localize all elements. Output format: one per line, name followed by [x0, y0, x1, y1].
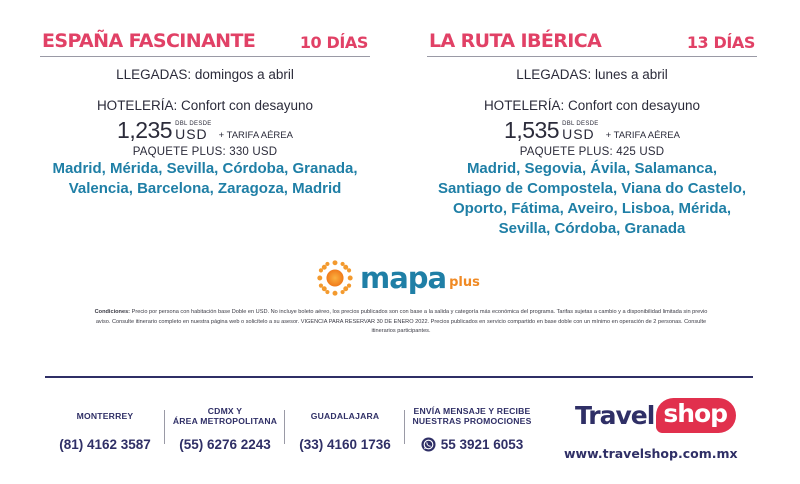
package-title: ESPAÑA FASCINANTE [42, 30, 256, 52]
contact-phone[interactable] [179, 437, 271, 452]
package-price-row [40, 117, 370, 144]
contact-label [173, 402, 277, 430]
phone-number[interactable]: (33) 4160 1736 [299, 437, 391, 452]
contact-label-line: ÁREA METROPOLITANA [172, 416, 278, 426]
contact-guadalajara [285, 402, 405, 452]
cities-line: Sevilla, Córdoba, Granada [498, 220, 686, 237]
package-plus-price: PAQUETE PLUS: 330 USD [132, 146, 278, 158]
package-hotel: HOTELERÍA: Confort con desayuno [96, 98, 314, 113]
contact-label-line: MONTERREY [76, 411, 134, 421]
package-price-row [427, 117, 757, 144]
mapa-wordmark: mapa [360, 261, 447, 295]
package-price: 1,535 [504, 117, 560, 143]
package-la-ruta-iberica [427, 30, 757, 239]
cities-line: Madrid, Segovia, Ávila, Salamanca, [466, 160, 718, 177]
package-cities [40, 159, 370, 199]
cities-line: Valencia, Barcelona, Zaragoza, Madrid [68, 180, 342, 197]
price-currency: USD [562, 125, 595, 142]
contact-monterrey [45, 402, 165, 452]
contact-label-line: NUESTRAS PROMOCIONES [412, 416, 532, 426]
contact-phone[interactable] [59, 437, 151, 452]
phone-number[interactable]: (55) 6276 2243 [179, 437, 271, 452]
price-airfare-note: + TARIFA AÉREA [218, 130, 293, 141]
contact-cdmx [165, 402, 285, 452]
conditions-text [88, 308, 714, 337]
cities-line: Madrid, Mérida, Sevilla, Córdoba, Granada, [52, 160, 358, 177]
package-espana-fascinante [40, 30, 370, 199]
price-dbl-label: DBL DESDE [562, 120, 599, 127]
travelshop-travel-word: Travel [575, 401, 655, 430]
contact-label [77, 402, 134, 430]
mapa-plus-wordmark: plus [449, 274, 480, 290]
price-currency: USD [175, 125, 208, 142]
phone-number[interactable]: (81) 4162 3587 [59, 437, 151, 452]
package-header [427, 30, 757, 57]
conditions-label: Condiciones: [94, 309, 131, 315]
price-airfare-note: + TARIFA AÉREA [605, 130, 680, 141]
mapaplus-logo [316, 259, 480, 297]
package-cities [427, 159, 757, 239]
price-dbl-label: DBL DESDE [175, 120, 212, 127]
contact-label-line: CDMX Y [207, 406, 243, 416]
travelshop-logo [575, 398, 736, 433]
travelshop-shop-word: shop [656, 398, 736, 433]
phone-number[interactable]: 55 3921 6053 [440, 437, 524, 452]
contact-list [45, 402, 539, 452]
travelshop-url-link[interactable]: www.travelshop.com.mx [564, 446, 738, 461]
package-title: LA RUTA IBÉRICA [429, 30, 602, 52]
contact-phone[interactable] [421, 437, 524, 452]
contact-label-line: GUADALAJARA [310, 411, 380, 421]
package-hotel: HOTELERÍA: Confort con desayuno [483, 98, 701, 113]
package-price-unit [175, 121, 212, 141]
package-price: 1,235 [117, 117, 173, 143]
contact-label [412, 402, 531, 430]
cities-line: Oporto, Fátima, Aveiro, Lisboa, Mérida, [452, 200, 732, 217]
contact-whatsapp [405, 402, 539, 452]
package-header [40, 30, 370, 57]
conditions-body: Precio por persona con habitación base Doble en USD. No incluye boleto aéreo, los precios publicados son con base a la salida y categoría más económica del programa. Tarifas sujetas a cambio y a disponibilidad limitada sin previo aviso. Consulte itinerario completo en nuestra página web o solicítelo a su asesor. VIGENCIA PARA RESERVAR 30 DE ENERO 2022. Precios publicados en servicio compartido en base doble con un mínimo en operación de 2 personas. Consulte itinerarios participantes. [95, 309, 708, 335]
package-plus-price: PAQUETE PLUS: 425 USD [519, 146, 665, 158]
package-arrivals: LLEGADAS: lunes a abril [516, 67, 668, 82]
contact-phone[interactable] [299, 437, 391, 452]
footer-divider [45, 376, 753, 378]
cities-line: Santiago de Compostela, Viana do Castelo, [437, 180, 747, 197]
package-days: 10 DÍAS [299, 33, 368, 52]
package-arrivals: LLEGADAS: domingos a abril [116, 67, 294, 82]
package-days: 13 DÍAS [686, 33, 755, 52]
package-price-unit [562, 121, 599, 141]
whatsapp-icon [421, 437, 436, 452]
contact-label [311, 402, 380, 430]
sun-icon [316, 259, 354, 297]
contact-label-line: ENVÍA MENSAJE Y RECIBE [413, 406, 531, 416]
